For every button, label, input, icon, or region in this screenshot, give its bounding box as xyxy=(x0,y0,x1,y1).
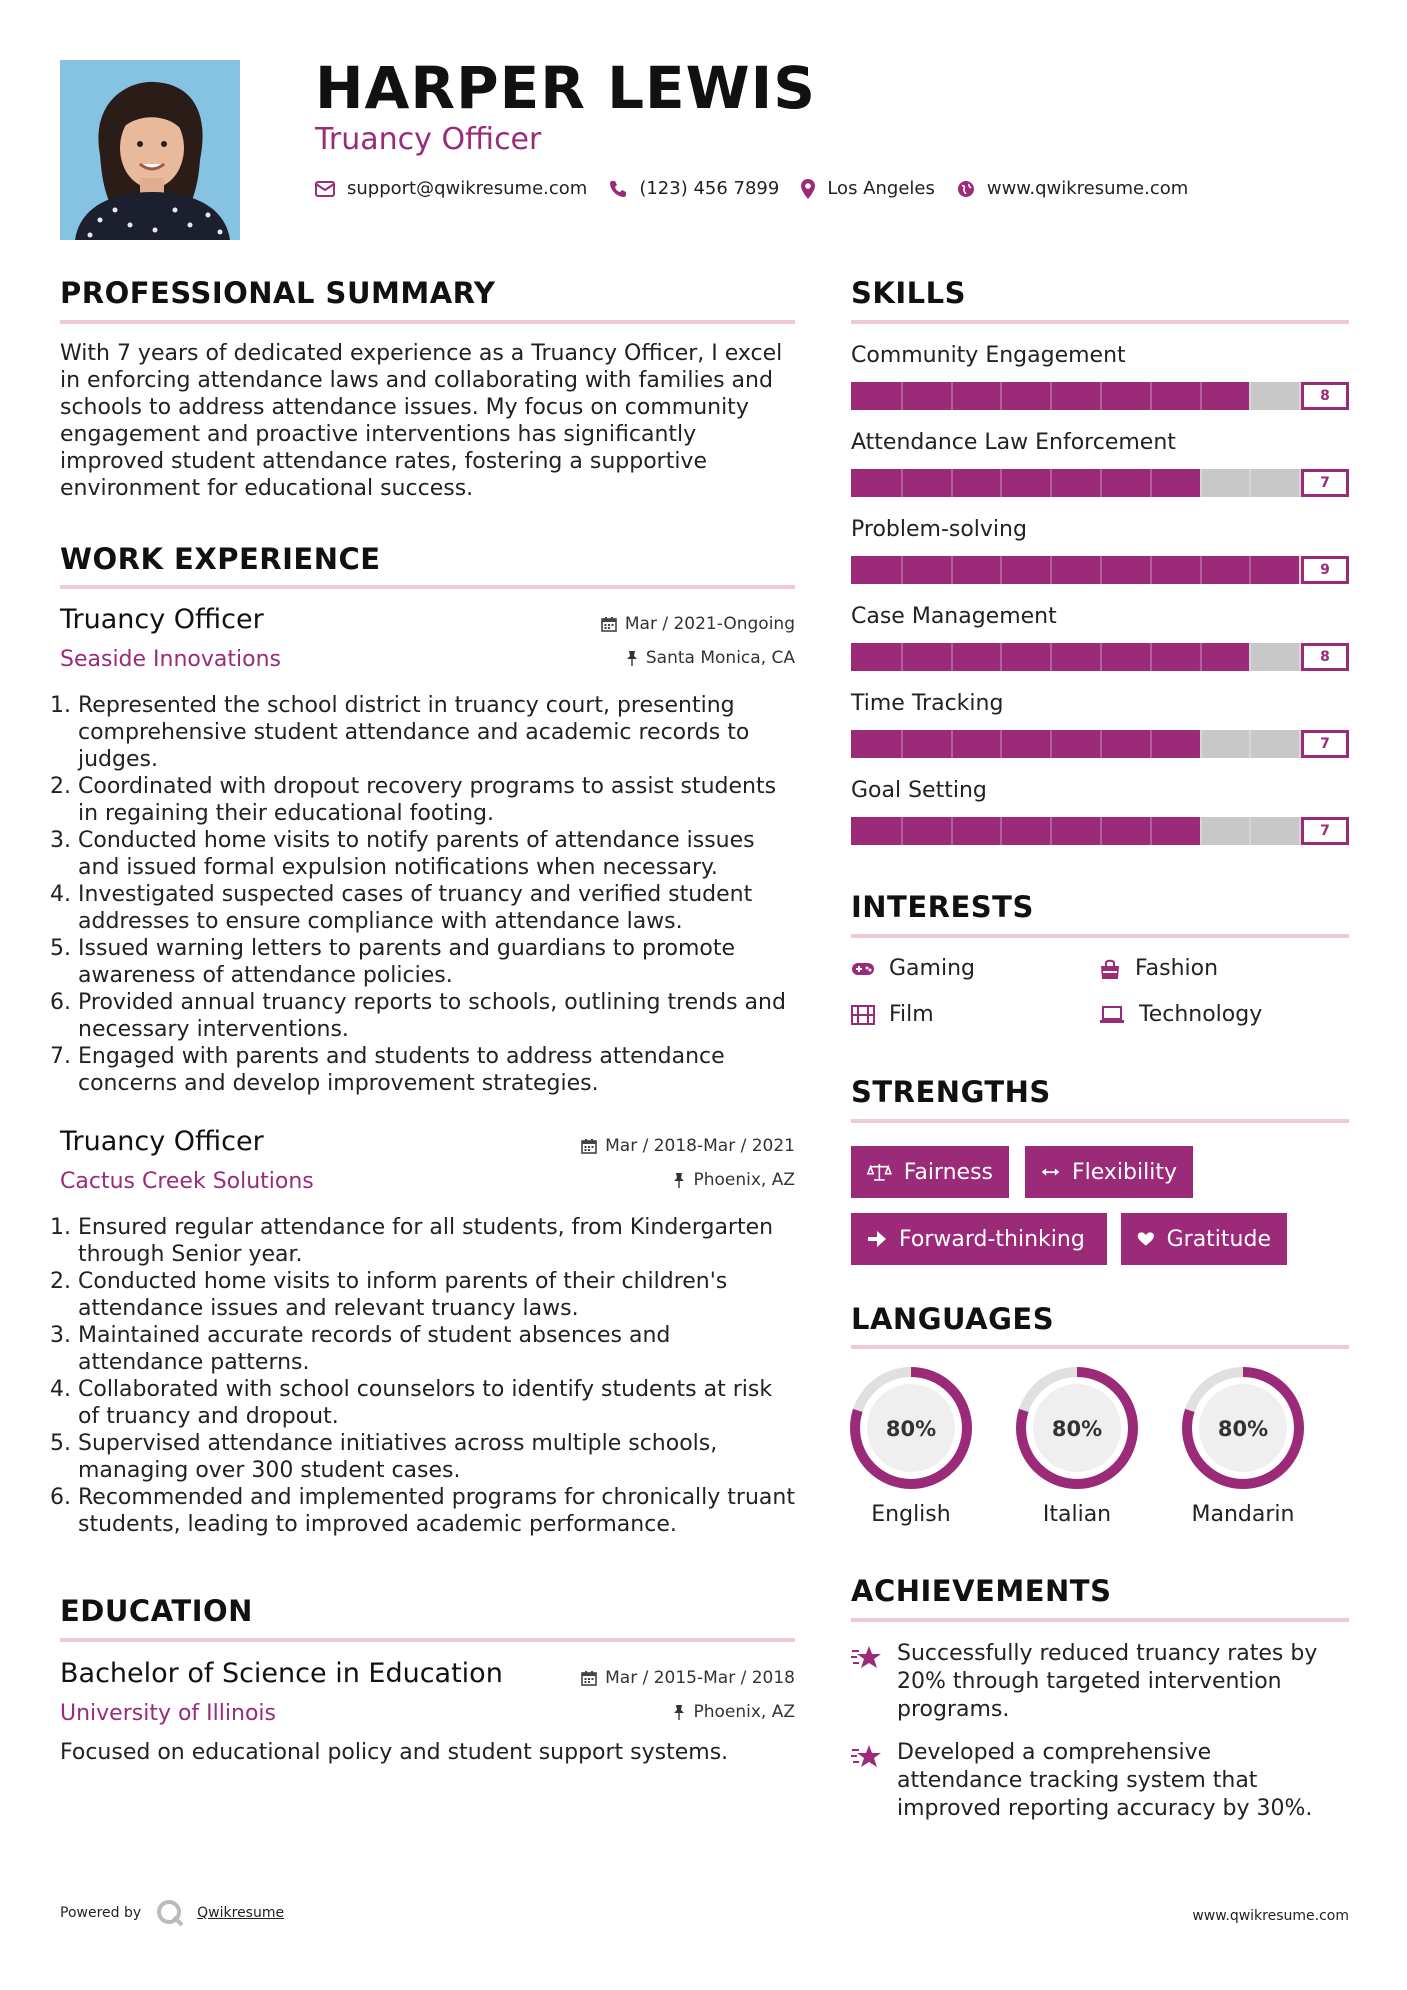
skill-bar-segment xyxy=(1000,469,1002,497)
pushpin-icon xyxy=(626,650,638,666)
balance-scale-icon xyxy=(867,1161,892,1183)
job-entry-2 xyxy=(60,1126,795,1538)
list-item: 5. Issued warning letters to parents and guardians to promote awareness of attendance policies. xyxy=(78,935,795,989)
list-item: 1. Represented the school district in truancy court, presenting comprehensive student attendance and academic records to judges. xyxy=(78,692,795,773)
section-divider xyxy=(60,585,795,589)
skill-bar-segment xyxy=(1150,643,1152,671)
skill-bar-segment xyxy=(951,730,953,758)
strength-label: Forward-thinking xyxy=(899,1226,1085,1252)
job-date-text: Mar / 2018-Mar / 2021 xyxy=(605,1136,795,1156)
section-divider xyxy=(60,1638,795,1642)
language-item xyxy=(1012,1366,1142,1527)
skill-bar-segment xyxy=(1100,730,1102,758)
skill-bar-segment xyxy=(1050,643,1052,671)
list-item: 2. Coordinated with dropout recovery programs to assist students in regaining their educational footing. xyxy=(78,773,795,827)
school-name: University of Illinois xyxy=(60,1701,276,1726)
skill-bar-segment xyxy=(951,556,953,584)
skill-bar-segment xyxy=(1000,382,1002,410)
list-item: 3. Maintained accurate records of student absences and attendance patterns. xyxy=(78,1322,795,1376)
skill-bar xyxy=(851,730,1349,758)
interest-item xyxy=(1099,956,1218,981)
skill-bar-segment xyxy=(951,643,953,671)
skill-score: 7 xyxy=(1301,469,1349,497)
education-date xyxy=(581,1668,795,1688)
skill-label: Attendance Law Enforcement xyxy=(851,430,1176,455)
list-item: 6. Recommended and implemented programs for chronically truant students, leading to improved academic performance. xyxy=(78,1484,795,1538)
section-divider xyxy=(60,320,795,324)
list-item: 2. Conducted home visits to inform parents of their children's attendance issues and relevant truancy laws. xyxy=(78,1268,795,1322)
contact-phone-text: (123) 456 7899 xyxy=(639,178,780,199)
skill-bar-segment xyxy=(1050,556,1052,584)
language-percent: 80% xyxy=(1051,1417,1103,1441)
skill-bar-fill xyxy=(851,469,1200,497)
job-location-text: Phoenix, AZ xyxy=(693,1170,795,1190)
calendar-icon xyxy=(601,616,617,632)
skill-score: 9 xyxy=(1301,556,1349,584)
calendar-icon xyxy=(581,1670,597,1686)
strength-label: Fairness xyxy=(903,1159,993,1185)
section-divider xyxy=(851,1119,1349,1123)
section-divider xyxy=(851,1618,1349,1622)
powered-by-text: Powered by xyxy=(60,1905,142,1921)
contact-row xyxy=(315,178,1210,199)
phone-icon xyxy=(609,180,627,198)
strength-label: Gratitude xyxy=(1166,1226,1271,1252)
strength-tag xyxy=(1121,1213,1287,1265)
education-description: Focused on educational policy and student support systems. xyxy=(60,1740,729,1765)
contact-email[interactable] xyxy=(315,178,587,199)
skill-bar-segment xyxy=(1249,469,1251,497)
skill-bar-segment xyxy=(901,556,903,584)
job-responsibilities xyxy=(60,692,795,1097)
film-icon xyxy=(851,1005,875,1025)
skill-bar xyxy=(851,469,1349,497)
qwikresume-logo-icon xyxy=(155,1898,185,1928)
skill-bar-segment xyxy=(1249,556,1251,584)
section-title-education: EDUCATION xyxy=(60,1594,253,1628)
skill-bar-segment xyxy=(901,382,903,410)
achievement-item xyxy=(851,1640,1341,1724)
list-item: 1. Ensured regular attendance for all students, from Kindergarten through Senior year. xyxy=(78,1214,795,1268)
section-title-achievements: ACHIEVEMENTS xyxy=(851,1574,1112,1608)
skill-bar-segment xyxy=(1050,817,1052,845)
skill-bar-segment xyxy=(1100,556,1102,584)
job-company: Seaside Innovations xyxy=(60,647,281,672)
language-name: English xyxy=(871,1502,951,1527)
job-entry-1 xyxy=(60,604,795,1097)
skill-bar-segment xyxy=(1200,643,1202,671)
skill-bar xyxy=(851,817,1349,845)
list-item: 5. Supervised attendance initiatives across multiple schools, managing over 300 student cases. xyxy=(78,1430,795,1484)
contact-website-text: www.qwikresume.com xyxy=(986,178,1189,199)
skill-bar-segment xyxy=(1200,817,1202,845)
skill-bar-segment xyxy=(1100,382,1102,410)
skill-bar-segment xyxy=(901,817,903,845)
education-entry xyxy=(60,1658,795,1765)
achievement-item xyxy=(851,1739,1341,1823)
list-item: 4. Investigated suspected cases of truancy and verified student addresses to ensure compliance with attendance laws. xyxy=(78,881,795,935)
skill-bar-segment xyxy=(1150,556,1152,584)
skill-bar-segment xyxy=(1150,382,1152,410)
language-item xyxy=(846,1366,976,1527)
degree-title: Bachelor of Science in Education xyxy=(60,1658,503,1689)
skill-bar-segment xyxy=(1200,556,1202,584)
contact-location-text: Los Angeles xyxy=(827,178,935,199)
skill-label: Case Management xyxy=(851,604,1057,629)
skill-score: 7 xyxy=(1301,817,1349,845)
list-item: 7. Engaged with parents and students to address attendance concerns and develop improvement strategies. xyxy=(78,1043,795,1097)
skill-bar-segment xyxy=(901,469,903,497)
heart-icon xyxy=(1137,1229,1155,1249)
candidate-title: Truancy Officer xyxy=(315,122,542,157)
candidate-name: HARPER LEWIS xyxy=(315,54,816,122)
arrow-right-icon xyxy=(867,1230,887,1248)
section-title-skills: SKILLS xyxy=(851,276,966,310)
strength-tag xyxy=(1025,1146,1193,1198)
language-item xyxy=(1178,1366,1308,1527)
language-percent: 80% xyxy=(885,1417,937,1441)
interest-item xyxy=(851,1002,934,1027)
laptop-icon xyxy=(1099,1006,1125,1024)
skill-bar-segment xyxy=(1150,469,1152,497)
skill-label: Problem-solving xyxy=(851,517,1027,542)
skill-bar-segment xyxy=(1249,817,1251,845)
skill-bar-fill xyxy=(851,556,1299,584)
skill-bar-segment xyxy=(1150,730,1152,758)
language-name: Mandarin xyxy=(1191,1502,1295,1527)
contact-website[interactable] xyxy=(957,178,1188,199)
strength-tag xyxy=(851,1213,1107,1265)
skill-bar-segment xyxy=(1200,469,1202,497)
skill-bar-segment xyxy=(1200,382,1202,410)
globe-icon xyxy=(957,180,975,198)
gamepad-icon xyxy=(851,961,875,977)
strength-tag xyxy=(851,1146,1009,1198)
job-title: Truancy Officer xyxy=(60,604,264,635)
skill-bar-segment xyxy=(1050,382,1052,410)
skill-label: Time Tracking xyxy=(851,691,1004,716)
portrait-illustration xyxy=(60,60,240,240)
skill-bar-segment xyxy=(1000,730,1002,758)
skill-score: 8 xyxy=(1301,382,1349,410)
job-location xyxy=(673,1170,795,1190)
section-divider xyxy=(851,934,1349,938)
skill-bar-segment xyxy=(1100,817,1102,845)
skill-label: Goal Setting xyxy=(851,778,987,803)
pushpin-icon xyxy=(673,1172,685,1188)
section-title-experience: WORK EXPERIENCE xyxy=(60,542,381,576)
list-item: 6. Provided annual truancy reports to schools, outlining trends and necessary interventions. xyxy=(78,989,795,1043)
education-location-text: Phoenix, AZ xyxy=(693,1702,795,1722)
skill-bar-segment xyxy=(951,469,953,497)
language-percent: 80% xyxy=(1217,1417,1269,1441)
arrows-horizontal-icon xyxy=(1041,1165,1060,1179)
summary-text: With 7 years of dedicated experience as a Truancy Officer, I excel in enforcing attendance laws and collaborating with families and schools to address attendance issues. My focus on community engagement and proactive interventions has significantly improved student attendance rates, fostering a supportive environment for educational success. xyxy=(60,341,783,501)
skill-bar xyxy=(851,382,1349,410)
skill-bar-segment xyxy=(901,643,903,671)
section-title-interests: INTERESTS xyxy=(851,890,1034,924)
list-item: 4. Collaborated with school counselors to identify students at risk of truancy and dropout. xyxy=(78,1376,795,1430)
map-marker-icon xyxy=(801,179,815,199)
skill-bar-fill xyxy=(851,817,1200,845)
language-name: Italian xyxy=(1042,1502,1112,1527)
section-title-summary: PROFESSIONAL SUMMARY xyxy=(60,276,496,310)
section-divider xyxy=(851,1345,1349,1349)
skill-bar-segment xyxy=(1050,730,1052,758)
envelope-icon xyxy=(315,181,335,197)
job-date xyxy=(581,1136,795,1156)
skill-bar xyxy=(851,643,1349,671)
skill-bar-segment xyxy=(1050,469,1052,497)
skill-label: Community Engagement xyxy=(851,343,1126,368)
trophy-star-icon xyxy=(851,1743,883,1769)
job-company: Cactus Creek Solutions xyxy=(60,1169,314,1194)
skill-bar-segment xyxy=(1150,817,1152,845)
skill-bar-segment xyxy=(1249,382,1251,410)
section-title-languages: LANGUAGES xyxy=(851,1302,1055,1336)
footer-powered-by xyxy=(60,1898,284,1928)
interest-item xyxy=(1099,1002,1262,1027)
job-location-text: Santa Monica, CA xyxy=(645,648,795,668)
interest-label: Film xyxy=(889,1002,934,1027)
skill-bar-segment xyxy=(1249,730,1251,758)
job-date xyxy=(601,614,795,634)
skill-bar-segment xyxy=(901,730,903,758)
skill-bar-segment xyxy=(1000,643,1002,671)
education-date-text: Mar / 2015-Mar / 2018 xyxy=(605,1668,795,1688)
job-location xyxy=(626,648,795,668)
skill-bar-segment xyxy=(1100,469,1102,497)
language-ring xyxy=(1181,1366,1305,1490)
shopping-bag-icon xyxy=(1099,958,1121,980)
skill-bar-segment xyxy=(1000,817,1002,845)
list-item: 3. Conducted home visits to notify parents of attendance issues and issued formal expulsion notifications when necessary. xyxy=(78,827,795,881)
interest-item xyxy=(851,956,975,981)
skill-bar-segment xyxy=(1200,730,1202,758)
job-date-text: Mar / 2021-Ongoing xyxy=(624,614,795,634)
strength-label: Flexibility xyxy=(1072,1159,1177,1185)
interest-label: Technology xyxy=(1139,1002,1263,1027)
education-location xyxy=(673,1702,795,1722)
interest-label: Fashion xyxy=(1135,956,1219,981)
section-divider xyxy=(851,320,1349,324)
contact-email-text: support@qwikresume.com xyxy=(347,178,588,199)
contact-phone[interactable] xyxy=(609,178,779,199)
achievement-text: Developed a comprehensive attendance tracking system that improved reporting accuracy by 30%. xyxy=(897,1740,1313,1821)
skill-bar-segment xyxy=(1000,556,1002,584)
contact-location xyxy=(801,178,935,199)
skill-score: 7 xyxy=(1301,730,1349,758)
job-title: Truancy Officer xyxy=(60,1126,264,1157)
job-responsibilities xyxy=(60,1214,795,1538)
achievement-text: Successfully reduced truancy rates by 20% through targeted intervention programs. xyxy=(897,1641,1318,1722)
skill-bar-fill xyxy=(851,730,1200,758)
language-ring xyxy=(849,1366,973,1490)
skill-bar-segment xyxy=(1249,643,1251,671)
skill-bar xyxy=(851,556,1349,584)
calendar-icon xyxy=(581,1138,597,1154)
skill-bar-segment xyxy=(1100,643,1102,671)
profile-photo xyxy=(60,60,240,240)
brand-link[interactable]: Qwikresume xyxy=(197,1905,285,1921)
footer-website[interactable]: www.qwikresume.com xyxy=(1192,1908,1349,1924)
skill-bar-segment xyxy=(951,382,953,410)
skill-score: 8 xyxy=(1301,643,1349,671)
language-ring xyxy=(1015,1366,1139,1490)
trophy-star-icon xyxy=(851,1644,883,1670)
skill-bar-segment xyxy=(951,817,953,845)
interest-label: Gaming xyxy=(889,956,975,981)
section-title-strengths: STRENGTHS xyxy=(851,1075,1051,1109)
pushpin-icon xyxy=(673,1704,685,1720)
